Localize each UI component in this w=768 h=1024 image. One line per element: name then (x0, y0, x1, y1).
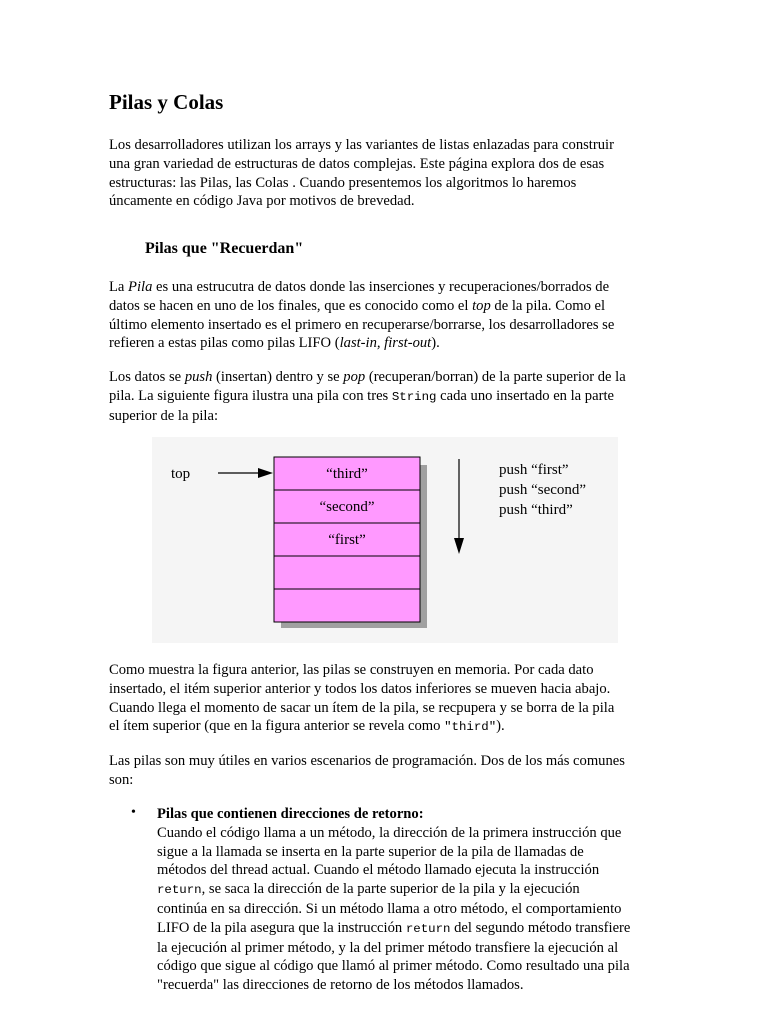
text-line: sigue a la llamada se inserta en la parte superior de la pila de llamadas de (157, 843, 584, 860)
inline-code: "third" (444, 720, 497, 735)
stack-cell-label: “third” (326, 466, 368, 482)
text-line: son: (109, 771, 134, 788)
text-line: pila. La siguiente figura ilustra una pila con tres String cada uno insertado en la parte (109, 387, 614, 404)
list-item-heading: Pilas que contienen direcciones de retorno: (157, 806, 424, 822)
uses-paragraph (109, 752, 661, 790)
text-line: refieren a estas pilas como pilas LIFO (last-in, first-out). (109, 335, 440, 352)
text-line: el ítem superior (que en la figura anterior se revela como "third"). (109, 718, 505, 735)
text-line: "recuerda" las direcciones de retorno de los métodos llamados. (157, 977, 524, 994)
push-op-2: push “second” (499, 482, 587, 498)
text-line: Cuando el código llama a un método, la dirección de la primera instrucción que (157, 824, 622, 841)
inline-code: String (391, 389, 437, 404)
push-op-3: push “third” (499, 502, 573, 518)
stack-cell (274, 556, 420, 589)
section-heading: Pilas que "Recuerdan" (145, 240, 304, 257)
text-line: insertado, el itém superior anterior y todos los datos inferiores se mueven hacia abajo. (109, 680, 611, 697)
text-line: estructuras: las Pilas, las Colas . Cuando presentemos los algoritmos lo haremos (109, 174, 577, 191)
stack-cell (274, 589, 420, 622)
text-line: superior de la pila: (109, 407, 219, 424)
text-line: Cuando llega el momento de sacar un ítem de la pila, se recpupera y se borra de la pila (109, 699, 615, 716)
top-arrow-head (258, 468, 273, 478)
intro-paragraph (109, 136, 661, 211)
text-line: Las pilas son muy útiles en varios escenarios de programación. Dos de los más comunes (109, 753, 625, 769)
text-line: código que sigue al código que llamó al primer método. Como resultado una pila (157, 958, 630, 975)
text-line: Los desarrolladores utilizan los arrays y las variantes de listas enlazadas para construir (109, 137, 614, 153)
push-direction-arrow-head (454, 538, 464, 554)
text-line: una gran variedad de estructuras de datos complejas. Este página explora dos de esas (109, 155, 605, 172)
top-label: top (171, 466, 191, 482)
text-line: continúa en sa dirección. Si un método llama a otro método, el comportamiento (157, 900, 622, 917)
inline-code: return (405, 921, 451, 936)
stack-cells (274, 457, 420, 622)
text-line: métodos del thread actual. Cuando el método llamado ejecuta la instrucción (157, 862, 600, 879)
text-line: LIFO de la pila asegura que la instrucción return del segundo método transfiere (157, 919, 631, 936)
text-line: Como muestra la figura anterior, las pilas se construyen en memoria. Por cada dato (109, 662, 594, 678)
stack-figure (152, 437, 618, 643)
inline-code: return (157, 883, 202, 898)
page-title: Pilas y Colas (109, 90, 224, 114)
text-line: último elemento insertado es el primero en recuperarse/borrarse, los desarrolladores se (109, 316, 615, 333)
list-item-body (157, 805, 667, 995)
text-line: La Pila es una estrucutra de datos donde las inserciones y recuperaciones/borrados de (109, 279, 610, 295)
text-line: return, se saca la dirección de la parte superior de la pila y la ejecución (157, 881, 580, 898)
memory-paragraph (109, 661, 661, 737)
stack-cell-label: “second” (319, 499, 375, 515)
text-line: datos se hacen en uno de los finales, que es conocido como el top de la pila. Como el (109, 297, 606, 314)
stack-cell-label: “first” (328, 532, 366, 548)
text-line: úncamente en código Java por motivos de brevedad. (109, 193, 415, 210)
pila-definition-paragraph (109, 278, 661, 353)
stack-diagram (152, 437, 618, 643)
text-line: la ejecución al primer método, y la del primer método transfiere la ejecución al (157, 939, 619, 956)
push-op-1: push “first” (499, 462, 569, 478)
push-pop-paragraph (109, 368, 661, 425)
bullet-icon: • (131, 805, 136, 820)
text-line: Los datos se push (insertan) dentro y se pop (recuperan/borran) de la parte superior de la (109, 369, 626, 385)
